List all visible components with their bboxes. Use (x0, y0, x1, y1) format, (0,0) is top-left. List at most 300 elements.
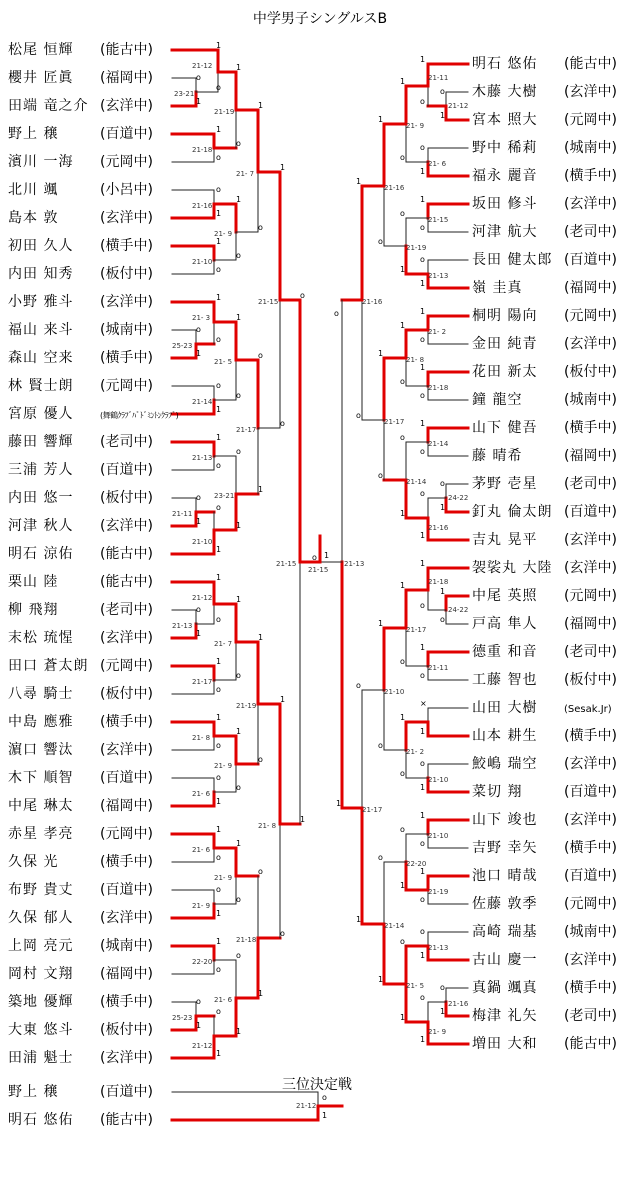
player-entry (472, 83, 617, 101)
svg-text:1: 1 (400, 321, 406, 330)
svg-text:o: o (196, 325, 201, 334)
player-school: (横手中) (564, 420, 617, 436)
svg-text:24-22: 24-22 (448, 606, 469, 614)
player-name: 田浦 魁士 (8, 1050, 74, 1066)
player-name: 岡村 文翔 (8, 966, 74, 982)
player-name: 明石 涼佑 (8, 546, 74, 562)
svg-text:1: 1 (196, 517, 202, 526)
svg-text:21- 9: 21- 9 (214, 230, 233, 238)
svg-text:o: o (196, 73, 201, 82)
player-entry (472, 839, 617, 857)
svg-text:1: 1 (216, 125, 222, 134)
svg-text:1: 1 (420, 167, 426, 176)
svg-text:25-23: 25-23 (172, 1014, 193, 1022)
svg-text:21-16: 21-16 (384, 184, 405, 192)
svg-text:o: o (420, 993, 425, 1002)
player-school: (玄洋中) (100, 98, 153, 114)
svg-text:1: 1 (420, 951, 426, 960)
svg-text:22-20: 22-20 (406, 860, 427, 868)
svg-text:o: o (216, 685, 221, 694)
player-entry (8, 489, 153, 507)
svg-text:1: 1 (216, 433, 222, 442)
svg-text:1: 1 (400, 881, 406, 890)
player-entry (8, 1021, 153, 1039)
svg-text:21-11: 21-11 (172, 510, 193, 518)
svg-text:o: o (378, 741, 383, 750)
player-school: (老司中) (100, 434, 153, 450)
player-name: 菜切 翔 (472, 784, 523, 800)
player-entry (8, 881, 153, 899)
player-school: (玄洋中) (564, 812, 617, 828)
player-name: 宮原 優人 (8, 406, 74, 422)
player-name: 明石 悠佑 (8, 1112, 74, 1128)
player-entry (472, 643, 617, 661)
svg-text:1: 1 (216, 41, 222, 50)
player-school: (老司中) (100, 602, 153, 618)
player-name: 茅野 壱星 (472, 476, 538, 492)
player-school: (元岡中) (100, 154, 153, 170)
svg-text:21-16: 21-16 (362, 298, 383, 306)
svg-text:1: 1 (420, 643, 426, 652)
player-entry (8, 461, 153, 479)
svg-text:o: o (420, 895, 425, 904)
player-name: 河津 秋人 (8, 518, 74, 534)
svg-text:o: o (216, 1007, 221, 1016)
player-name: 八尋 騎士 (8, 686, 74, 702)
svg-text:21- 6: 21- 6 (192, 846, 211, 854)
svg-text:21- 3: 21- 3 (192, 314, 211, 322)
right-bracket (320, 64, 468, 1044)
player-name: 河津 航大 (472, 224, 538, 240)
player-school: (城南中) (564, 392, 617, 408)
player-school: (玄洋中) (100, 518, 153, 534)
player-school: (元岡中) (564, 112, 617, 128)
player-school: (福岡中) (100, 70, 153, 86)
player-entry (8, 69, 153, 87)
svg-text:1: 1 (236, 727, 242, 736)
player-entry (472, 615, 617, 633)
svg-text:21-10: 21-10 (428, 832, 449, 840)
svg-text:21-14: 21-14 (384, 922, 405, 930)
player-name: 山下 竣也 (472, 812, 538, 828)
svg-text:o: o (312, 553, 317, 562)
svg-text:21-13: 21-13 (192, 454, 213, 462)
player-entry (8, 825, 153, 843)
svg-text:1: 1 (440, 503, 446, 512)
player-entry (472, 391, 617, 409)
player-school: (百道中) (564, 868, 617, 884)
player-school: (横手中) (100, 994, 153, 1010)
svg-text:o: o (420, 97, 425, 106)
svg-text:1: 1 (216, 797, 222, 806)
svg-text:1: 1 (216, 825, 222, 834)
player-entry (8, 965, 153, 983)
svg-text:1: 1 (300, 815, 306, 824)
svg-text:o: o (216, 381, 221, 390)
svg-text:21-19: 21-19 (214, 108, 235, 116)
player-name: 釘丸 倫太朗 (472, 504, 553, 520)
player-entry (8, 181, 153, 199)
svg-text:1: 1 (440, 587, 446, 596)
player-name: 吉丸 晃平 (472, 532, 538, 548)
player-entry (472, 503, 617, 521)
player-entry (8, 909, 153, 927)
player-name: 明石 悠佑 (472, 56, 538, 72)
svg-text:1: 1 (420, 279, 426, 288)
player-school: (玄洋中) (100, 1050, 153, 1066)
player-entry (8, 937, 153, 955)
svg-text:o: o (258, 755, 263, 764)
player-name: 濵口 響汰 (8, 742, 74, 758)
svg-text:1: 1 (236, 63, 242, 72)
svg-text:21-10: 21-10 (192, 538, 213, 546)
svg-text:1: 1 (196, 97, 202, 106)
player-entry (8, 517, 153, 535)
final-score-center: 21-15 (308, 566, 329, 574)
svg-text:1: 1 (216, 237, 222, 246)
player-school: (能古中) (564, 56, 617, 72)
svg-text:1: 1 (216, 937, 222, 946)
player-school: (福岡中) (564, 280, 617, 296)
player-entry (472, 699, 612, 719)
player-entry (472, 251, 617, 269)
svg-text:1: 1 (420, 363, 426, 372)
svg-text:1: 1 (236, 195, 242, 204)
svg-text:o: o (400, 769, 405, 778)
svg-text:21- 5: 21- 5 (406, 982, 425, 990)
player-school: (福岡中) (100, 798, 153, 814)
svg-text:1: 1 (420, 307, 426, 316)
player-school: (板付中) (100, 490, 153, 506)
svg-text:21-11: 21-11 (428, 664, 449, 672)
svg-text:o: o (216, 853, 221, 862)
player-entry (8, 685, 153, 703)
player-entry (472, 895, 617, 913)
player-school: (横手中) (564, 168, 617, 184)
player-school: (玄洋中) (564, 560, 617, 576)
svg-text:21- 9: 21- 9 (406, 122, 425, 130)
svg-text:o: o (356, 411, 361, 420)
player-entry (472, 727, 617, 745)
svg-text:o: o (400, 657, 405, 666)
player-entry (472, 363, 617, 381)
player-school: (百道中) (100, 462, 153, 478)
player-name: 袈裟丸 大陸 (472, 560, 553, 576)
player-entry (472, 307, 617, 325)
player-name: 藤 晴希 (472, 448, 523, 464)
player-name: 築地 優輝 (8, 994, 74, 1010)
svg-text:o: o (420, 255, 425, 264)
svg-text:1: 1 (216, 1049, 222, 1058)
player-school: (百道中) (564, 504, 617, 520)
player-name: 山田 大樹 (472, 700, 538, 716)
svg-text:21-11: 21-11 (428, 74, 449, 82)
player-entry (8, 573, 153, 591)
player-name: 坂田 修斗 (472, 196, 538, 212)
player-name: 北川 颯 (8, 182, 59, 198)
svg-text:1: 1 (378, 349, 384, 358)
player-entry (472, 223, 617, 241)
svg-text:o: o (216, 461, 221, 470)
svg-text:1: 1 (280, 695, 286, 704)
player-entry (8, 1049, 153, 1067)
svg-text:21-13: 21-13 (428, 944, 449, 952)
player-school: (百道中) (100, 882, 153, 898)
svg-text:1: 1 (356, 915, 362, 924)
svg-text:o: o (420, 489, 425, 498)
player-name: 久保 郁人 (8, 910, 74, 926)
player-entry (472, 55, 617, 73)
svg-text:1: 1 (440, 1007, 446, 1016)
player-school: (城南中) (100, 322, 153, 338)
svg-text:1: 1 (216, 209, 222, 218)
page-title: 中学男子シングルスB (252, 11, 388, 27)
player-school: (舞鶴ｸﾗﾌﾞﾊﾞﾄﾞﾐﾝﾄﾝｸﾗﾌﾞ) (100, 411, 179, 420)
player-school: (横手中) (100, 350, 153, 366)
player-school: (百道中) (564, 784, 617, 800)
svg-text:1: 1 (216, 405, 222, 414)
svg-text:1: 1 (196, 349, 202, 358)
svg-text:o: o (196, 997, 201, 1006)
player-school: (城南中) (100, 938, 153, 954)
player-entry (8, 657, 153, 675)
svg-text:21- 9: 21- 9 (192, 902, 211, 910)
svg-text:o: o (420, 671, 425, 680)
player-entry (8, 265, 153, 283)
player-school: (小呂中) (100, 182, 153, 198)
player-school: (元岡中) (100, 378, 153, 394)
player-name: 佐藤 敦季 (472, 896, 538, 912)
svg-text:o: o (420, 601, 425, 610)
svg-text:o: o (216, 885, 221, 894)
svg-text:25-23: 25-23 (172, 342, 193, 350)
player-school: (老司中) (564, 476, 617, 492)
player-name: 高崎 瑞基 (472, 924, 538, 940)
player-name: 福山 来斗 (8, 322, 74, 338)
player-entry (472, 951, 617, 969)
player-name: 嶺 圭真 (472, 280, 523, 296)
svg-text:21-17: 21-17 (384, 418, 405, 426)
player-school: (老司中) (564, 644, 617, 660)
player-name: 德重 和音 (472, 644, 538, 660)
player-name: 山本 耕生 (472, 728, 538, 744)
svg-text:1: 1 (400, 581, 406, 590)
svg-text:o: o (216, 615, 221, 624)
player-name: 池口 晴哉 (472, 868, 538, 884)
svg-text:o: o (420, 927, 425, 936)
player-school: (横手中) (564, 728, 617, 744)
player-entry (8, 433, 153, 451)
svg-text:o: o (236, 251, 241, 260)
svg-text:1: 1 (400, 1013, 406, 1022)
player-name: 花田 新太 (472, 364, 538, 380)
svg-text:21-18: 21-18 (428, 384, 449, 392)
svg-text:1: 1 (216, 909, 222, 918)
player-entry (472, 979, 617, 997)
svg-text:o: o (440, 479, 445, 488)
svg-text:o: o (280, 929, 285, 938)
player-school: (玄洋中) (564, 196, 617, 212)
player-name: 藤田 響輝 (8, 434, 74, 450)
svg-text:21-19: 21-19 (428, 888, 449, 896)
player-school: (福岡中) (564, 448, 617, 464)
player-name: 初田 久人 (8, 238, 74, 254)
svg-text:21-18: 21-18 (192, 146, 213, 154)
svg-text:1: 1 (378, 619, 384, 628)
svg-text:o: o (378, 237, 383, 246)
final-score-right: 21-13 (344, 560, 365, 568)
player-entry (472, 923, 617, 941)
svg-text:21- 8: 21- 8 (406, 356, 425, 364)
svg-text:21-16: 21-16 (192, 202, 213, 210)
svg-text:1: 1 (258, 633, 264, 642)
svg-text:o: o (236, 139, 241, 148)
svg-text:23-21: 23-21 (214, 492, 235, 500)
svg-text:21- 9: 21- 9 (428, 1028, 447, 1036)
player-entry (8, 797, 153, 815)
svg-text:21-13: 21-13 (172, 622, 193, 630)
svg-text:o: o (420, 839, 425, 848)
svg-text:1: 1 (322, 1111, 328, 1120)
player-entry (8, 713, 153, 731)
svg-text:o: o (378, 471, 383, 480)
svg-text:21-18: 21-18 (428, 578, 449, 586)
svg-text:o: o (216, 965, 221, 974)
player-name: 吉野 幸矢 (472, 840, 538, 856)
svg-text:21-18: 21-18 (236, 936, 257, 944)
svg-text:21-17: 21-17 (406, 626, 427, 634)
player-name: 松尾 恒輝 (8, 42, 74, 58)
svg-text:1: 1 (216, 573, 222, 582)
player-name: 久保 光 (8, 854, 59, 870)
third-place-title: 三位決定戦 (282, 1077, 352, 1093)
player-school: (元岡中) (564, 588, 617, 604)
svg-text:21-12: 21-12 (192, 1042, 213, 1050)
player-entry (8, 125, 153, 143)
svg-text:1: 1 (400, 77, 406, 86)
player-name: 金田 純青 (472, 336, 538, 352)
svg-text:1: 1 (280, 163, 286, 172)
svg-text:1: 1 (420, 1035, 426, 1044)
player-name: 長田 健太郎 (472, 252, 553, 268)
player-entry (472, 139, 617, 157)
svg-text:21-17: 21-17 (362, 806, 383, 814)
player-school: (能古中) (100, 574, 153, 590)
svg-text:21-14: 21-14 (192, 398, 213, 406)
svg-text:21-15: 21-15 (276, 560, 297, 568)
svg-text:o: o (420, 335, 425, 344)
player-school: (板付中) (564, 364, 617, 380)
svg-text:21- 5: 21- 5 (214, 358, 233, 366)
player-school: (玄洋中) (100, 294, 153, 310)
player-school: (能古中) (564, 1036, 617, 1052)
svg-text:o: o (216, 741, 221, 750)
player-school: (百道中) (564, 252, 617, 268)
player-name: 林 賢士朗 (8, 378, 74, 394)
player-entry (472, 167, 617, 185)
player-school: (百道中) (100, 126, 153, 142)
player-name: 赤星 孝亮 (8, 826, 74, 842)
player-entry (472, 195, 617, 213)
svg-text:o: o (216, 153, 221, 162)
svg-text:1: 1 (216, 713, 222, 722)
svg-text:1: 1 (324, 551, 330, 560)
svg-text:21-16: 21-16 (428, 524, 449, 532)
svg-text:21-17: 21-17 (192, 678, 213, 686)
player-school: (元岡中) (564, 308, 617, 324)
player-name: 中尾 英照 (472, 588, 538, 604)
player-school: (玄洋中) (100, 630, 153, 646)
player-school: (元岡中) (100, 826, 153, 842)
player-school: (玄洋中) (564, 336, 617, 352)
svg-text:21-17: 21-17 (236, 426, 257, 434)
svg-text:o: o (356, 681, 361, 690)
player-name: 櫻井 匠眞 (8, 70, 74, 86)
svg-text:21-10: 21-10 (428, 776, 449, 784)
player-school: (玄洋中) (100, 210, 153, 226)
player-school: (玄洋中) (100, 910, 153, 926)
player-school: (横手中) (100, 238, 153, 254)
svg-text:21- 6: 21- 6 (192, 790, 211, 798)
player-entry (8, 853, 153, 871)
player-entry (472, 559, 617, 577)
svg-text:1: 1 (400, 509, 406, 518)
player-name: 上岡 亮元 (8, 938, 74, 954)
player-school: (横手中) (100, 854, 153, 870)
svg-text:o: o (334, 309, 339, 318)
player-entry (472, 531, 617, 549)
svg-text:1: 1 (216, 293, 222, 302)
svg-text:1: 1 (400, 713, 406, 722)
player-name: 内田 知秀 (8, 266, 74, 282)
svg-text:o: o (440, 615, 445, 624)
svg-text:21-19: 21-19 (236, 702, 257, 710)
svg-text:1: 1 (196, 1021, 202, 1030)
player-entry (8, 629, 153, 647)
player-entry (8, 993, 153, 1011)
player-school: (城南中) (564, 924, 617, 940)
svg-text:o: o (236, 895, 241, 904)
player-name: 戸高 隼人 (472, 616, 538, 632)
svg-text:o: o (420, 143, 425, 152)
svg-text:23-21: 23-21 (174, 90, 195, 98)
svg-text:1: 1 (236, 313, 242, 322)
player-school: (横手中) (564, 840, 617, 856)
player-school: (福岡中) (564, 616, 617, 632)
player-school: (能古中) (100, 1112, 153, 1128)
svg-text:o: o (216, 773, 221, 782)
svg-text:o: o (280, 419, 285, 428)
player-school: (Sesak.Jr) (564, 704, 612, 715)
player-name: 木下 順智 (8, 770, 74, 786)
svg-text:o: o (236, 671, 241, 680)
svg-text:21-14: 21-14 (428, 440, 449, 448)
svg-text:o: o (236, 783, 241, 792)
player-school: (老司中) (564, 1008, 617, 1024)
player-name: 栗山 陸 (8, 574, 59, 590)
player-entry (8, 349, 153, 367)
player-entry (8, 97, 153, 115)
svg-text:1: 1 (196, 629, 202, 638)
svg-text:o: o (216, 83, 221, 92)
final-score-left: 21-15 (258, 298, 279, 306)
svg-text:1: 1 (400, 265, 406, 274)
player-entry (8, 377, 153, 395)
third-place-player (8, 1083, 153, 1101)
svg-text:o: o (400, 937, 405, 946)
svg-text:1: 1 (216, 657, 222, 666)
svg-text:o: o (400, 433, 405, 442)
